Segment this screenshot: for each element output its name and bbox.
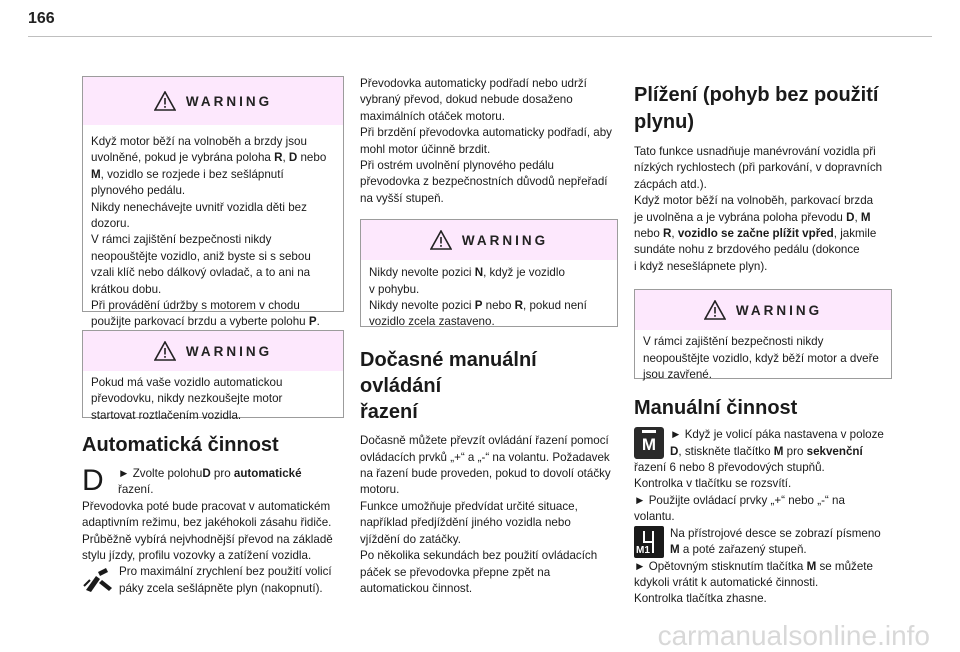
warning-triangle-icon	[430, 230, 452, 250]
text-line: převodovka z bezpečnostních důvodů nepřeřadí	[360, 175, 608, 189]
text-line	[670, 542, 881, 558]
text: .	[316, 315, 320, 329]
gear-p-label: P	[474, 299, 483, 313]
warning-title: WARNING	[185, 93, 273, 109]
text-line: Po několika sekundách bez použití ovládacích	[360, 549, 598, 563]
text-line: Dočasně můžete převzít ovládání řazení pomocí	[360, 434, 609, 448]
text: , když je vozidlo	[483, 266, 565, 280]
text-line: Kontrolka v tlačítku se rozsvítí.	[634, 477, 792, 491]
text-line: motoru.	[360, 483, 400, 497]
text-line: Když motor běží na volnoběh, parkovací brzda	[634, 194, 874, 208]
text-bold: automatické	[233, 467, 302, 480]
text-line: ► Když je volicí páka nastavena v poloze	[670, 428, 884, 442]
text-line	[91, 232, 335, 248]
text-line	[91, 282, 335, 298]
text-line: Převodovka poté bude pracovat v automatickém	[82, 499, 331, 513]
text: se můžete	[816, 559, 873, 573]
column-1	[82, 76, 344, 597]
m-button-icon	[634, 427, 664, 459]
warning-box	[82, 76, 344, 329]
text: V rámci zajištění bezpečnosti nikdy	[91, 233, 272, 247]
warning-box	[82, 330, 344, 422]
text: Nikdy nevolte pozici	[369, 299, 475, 313]
section-heading	[634, 82, 896, 136]
watermark: carmanualsonline.info	[657, 620, 930, 651]
text: Když motor běží na volnoběh a brzdy jsou	[91, 135, 307, 148]
page-number: 166	[28, 10, 55, 27]
gear-m-label: M	[91, 167, 101, 181]
text-line	[91, 167, 335, 183]
text-line: adaptivním režimu, bez jakéhokoli zásahu řidiče.	[82, 516, 332, 530]
warning-box	[634, 289, 892, 382]
instruction-text	[670, 427, 884, 460]
text-line: převodovku, nikdy nezkoušejte motor	[91, 392, 283, 406]
warning-title: WARNING	[185, 343, 273, 359]
text-line: maximálních otáček motoru.	[360, 109, 505, 123]
kickdown-row	[82, 564, 344, 597]
section-heading: Automatická činnost	[82, 434, 279, 456]
svg-text:M: M	[641, 435, 657, 455]
text: použijte parkovací brzdu a vyberte polohu	[91, 315, 309, 329]
text-line	[634, 210, 896, 226]
text-line: Na přístrojové desce se zobrazí písmeno	[670, 526, 881, 540]
text-line: řazení.	[118, 483, 154, 497]
heading-line: Plížení (pohyb bez použití	[634, 84, 879, 106]
gear-m-label: M	[773, 444, 784, 458]
warning-header	[361, 220, 617, 260]
text-line: ► Použijte ovládací prvky „+“ nebo „-“ na	[634, 493, 845, 507]
text: , pokud není	[523, 299, 587, 313]
warning-body	[83, 371, 343, 434]
warning-title: WARNING	[735, 302, 823, 318]
text-line: Tato funkce usnadňuje manévrování vozidla při	[634, 145, 876, 158]
text: neopouštějte vozidlo, aniž byste si s sebou	[91, 249, 311, 263]
text-bold: sekvenční	[806, 444, 863, 458]
instruction-text	[118, 466, 302, 499]
text-line: na řazení bude proveden, pokud to dovolí otáčky	[360, 467, 611, 481]
gear-p-label: P	[308, 315, 317, 329]
text-line: páček se převodovka přepne zpět na	[360, 565, 551, 579]
column-2	[360, 76, 622, 597]
text-line: jsou zavřené.	[643, 368, 712, 382]
text: a poté zařazený stupeň.	[679, 543, 807, 557]
text-line: automatickou činnost.	[360, 581, 473, 595]
text: je uvolněna a je vybrána poloha převodu	[634, 210, 847, 224]
text-line: Kontrolka tlačítka zhasne.	[634, 592, 767, 606]
text-line: i když nesešlápnete plyn).	[634, 259, 768, 273]
warning-header	[83, 77, 343, 125]
text-line: volantu.	[634, 510, 675, 524]
text: , jakmile	[833, 227, 877, 241]
text: dozoru.	[91, 217, 130, 231]
text-line: nízkých rychlostech (při parkování, v dopravních	[634, 161, 883, 175]
text-line: startovat roztlačením vozidla.	[91, 408, 242, 422]
text: krátkou dobu.	[91, 282, 162, 296]
text-line	[91, 216, 335, 232]
text: , stiskněte tlačítko	[678, 444, 774, 458]
text-line: Při brzdění převodovka automaticky podřadí, aby	[360, 126, 612, 140]
text: ,	[671, 227, 678, 241]
text-line: Pro maximální zrychlení bez použití volicí	[119, 565, 332, 579]
text-line	[91, 314, 335, 330]
gear-d-label: D	[670, 444, 679, 458]
column-3	[634, 82, 896, 608]
text-line: Převodovka automaticky podřadí nebo udrží	[360, 77, 587, 90]
text-line: Pokud má vaše vozidlo automatickou	[91, 376, 283, 389]
text: pro	[783, 444, 807, 458]
text: nebo	[297, 151, 327, 165]
heading-line: Dočasné manuální ovládání	[360, 349, 537, 398]
text-line	[118, 466, 302, 482]
text-line: neopouštějte vozidlo, když běží motor a dveře	[643, 351, 879, 365]
text-line: Průběžně vybírá nejvhodnější převod na základě	[82, 532, 333, 546]
section-heading: Manuální činnost	[634, 397, 798, 420]
text-bold: vozidlo se začne plížit vpřed	[677, 227, 834, 241]
text: nebo	[634, 227, 664, 241]
gear-m-label: M	[670, 543, 680, 557]
text-line: ovládacích prvků „+“ a „-“ na volantu. Požadavek	[360, 450, 610, 464]
text-line: V rámci zajištění bezpečnosti nikdy	[643, 335, 824, 349]
warning-body	[635, 330, 891, 393]
text-line: vozidlo zcela zastaveno.	[369, 315, 495, 329]
text-line: sundáte nohu z brzdového pedálu (dokonce	[634, 243, 860, 257]
gear-r-label: R	[514, 299, 524, 313]
warning-header	[635, 290, 891, 330]
text: vzali klíč nebo dálkový ovladač, a to ani na	[91, 266, 311, 280]
text-line	[91, 183, 335, 199]
warning-header	[83, 331, 343, 371]
kickdown-pedal-icon	[82, 566, 114, 596]
text: ► Opětovným stisknutím tlačítka	[634, 559, 807, 573]
display-row	[634, 526, 896, 559]
display-text	[670, 526, 881, 559]
text-line	[670, 444, 884, 460]
text: ,	[282, 151, 289, 165]
kickdown-text	[119, 564, 332, 597]
gear-r-label: R	[274, 151, 283, 165]
text-line: na vyšší stupeň.	[360, 191, 444, 205]
text: Při provádění údržby s motorem v chodu	[91, 299, 300, 313]
text-line	[91, 150, 335, 166]
text-line	[634, 226, 896, 242]
text-line	[91, 200, 335, 216]
dashboard-display-icon	[634, 526, 664, 558]
text: plynového pedálu.	[91, 184, 186, 198]
display-glyph: M1	[636, 544, 650, 556]
text: ,	[854, 210, 861, 224]
text: uvolněné, pokud je vybrána poloha	[91, 151, 275, 165]
warning-box	[360, 219, 618, 327]
section-heading	[360, 347, 622, 425]
text-line: stylu jízdy, profilu vozovky a zatížení vozidla.	[82, 549, 312, 563]
text-line	[91, 265, 335, 281]
instruction-row	[82, 466, 344, 499]
text: nebo	[482, 299, 515, 313]
text: Nikdy nevolte pozici	[369, 266, 475, 280]
text-line	[634, 559, 896, 575]
gear-d-label: D	[846, 210, 855, 224]
text-line: zácpách atd.).	[634, 177, 707, 191]
text-line	[369, 265, 609, 281]
warning-triangle-icon	[154, 91, 176, 111]
text-line: mohl motor účinně brzdit.	[360, 142, 491, 156]
text-line: páky zcela sešlápněte plyn (nakopnutí).	[119, 581, 323, 595]
text-line	[91, 249, 335, 265]
gear-d-icon: D	[82, 464, 104, 497]
text-line: Při ostrém uvolnění plynového pedálu	[360, 159, 554, 173]
section-body	[634, 144, 896, 275]
heading-line: řazení	[360, 401, 418, 424]
gear-m-label: M	[860, 210, 871, 224]
text-line	[91, 298, 335, 314]
text: , vozidlo se rozjede i bez sešlápnutí	[100, 167, 284, 181]
warning-title: WARNING	[461, 232, 549, 248]
text-line	[369, 298, 609, 314]
gear-m-label: M	[806, 559, 817, 573]
warning-body	[361, 260, 617, 341]
gear-d-label: D	[288, 151, 298, 165]
section-body	[360, 433, 622, 597]
text: ► Zvolte polohu	[118, 467, 203, 480]
warning-triangle-icon	[154, 341, 176, 361]
text-line: vjíždění do zatáčky.	[360, 532, 461, 546]
text-line: řazení 6 nebo 8 převodových stupňů.	[634, 461, 825, 475]
text-line: Funkce umožňuje předvídat určité situace,	[360, 499, 578, 513]
text-line: v pohybu.	[369, 282, 420, 296]
text: Nikdy nenechávejte uvnitř vozidla děti bez	[91, 200, 307, 214]
warning-body	[83, 125, 343, 341]
text-line: vybraný převod, dokud nebude dosaženo	[360, 93, 573, 107]
gear-n-label: N	[474, 266, 484, 280]
text: pro	[210, 467, 234, 480]
header-divider	[28, 36, 932, 37]
text-line: kdykoli vrátit k automatické činnosti.	[634, 575, 819, 589]
warning-triangle-icon	[704, 300, 726, 320]
text-line	[91, 134, 335, 150]
heading-line: plynu)	[634, 111, 694, 133]
instruction-row	[634, 427, 896, 460]
gear-d-label: D	[202, 467, 211, 480]
text-line: například předjíždění jiného vozidla nebo	[360, 516, 571, 530]
gear-r-label: R	[663, 227, 672, 241]
